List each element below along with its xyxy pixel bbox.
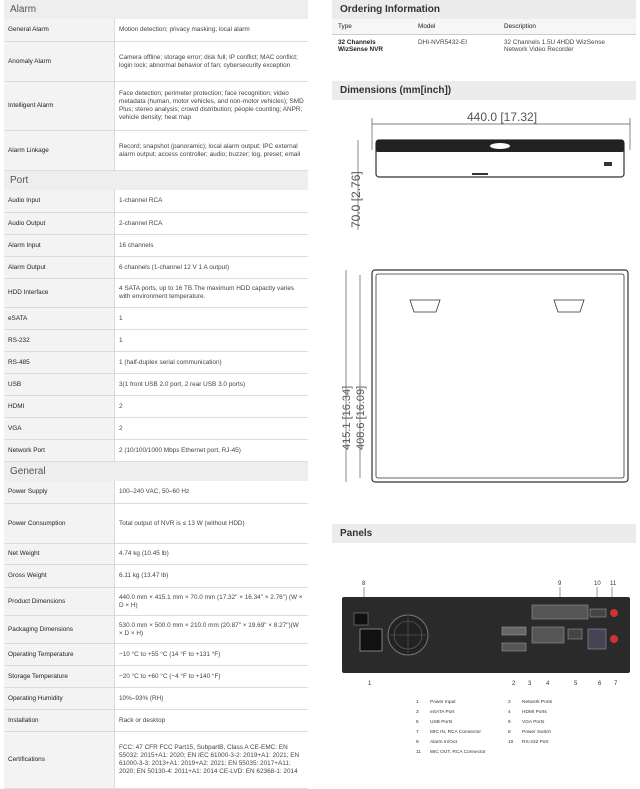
spec-key: Anomaly Alarm bbox=[4, 42, 114, 81]
spec-row bbox=[4, 330, 308, 352]
panels-title: Panels bbox=[332, 524, 636, 543]
vga-ports bbox=[588, 629, 606, 649]
spec-value: Record; snapshot (panoramic); local alarm output; IPC external alarm output; access controller; audio; buzzer; log, preset; email bbox=[114, 131, 308, 170]
spec-row bbox=[4, 352, 308, 374]
network-ports bbox=[532, 627, 564, 643]
ordering-header-type: Type bbox=[332, 19, 412, 35]
callout-1: 1 bbox=[368, 681, 372, 687]
dimensions-title: Dimensions (mm[inch]) bbox=[332, 81, 636, 100]
spec-key: Alarm Output bbox=[4, 257, 114, 278]
spec-value: 2 (10/100/1000 Mbps Ethernet port, RJ-45) bbox=[114, 440, 308, 461]
spec-value: Camera offline; storage error; disk full; IP conflict; MAC conflict; login lock; abnormal behavior of fan; cybersecurity exception bbox=[114, 42, 308, 81]
spec-key: Operating Temperature bbox=[4, 644, 114, 665]
spec-row bbox=[4, 418, 308, 440]
mic-in-rca bbox=[610, 635, 618, 643]
ordering-header-model: Model bbox=[412, 19, 498, 35]
spec-key: Product Dimensions bbox=[4, 588, 114, 615]
power-switch bbox=[354, 613, 368, 625]
spec-row bbox=[4, 396, 308, 418]
panels-legend bbox=[416, 699, 553, 755]
alarm-io-block bbox=[532, 605, 588, 619]
legend-num: 9 bbox=[416, 740, 419, 745]
dimensions-svg bbox=[332, 100, 636, 520]
spec-value: 440.0 mm × 415.1 mm × 70.0 mm (17.32" × 16.34" × 2.76") (W × D × H) bbox=[114, 588, 308, 615]
spec-key: Audio Input bbox=[4, 190, 114, 212]
ordering-row bbox=[332, 35, 636, 58]
spec-value: 1 bbox=[114, 308, 308, 329]
legend-num: 3 bbox=[416, 710, 419, 715]
legend-label: MIC OUT, RCA Connector bbox=[430, 750, 486, 755]
spec-row bbox=[4, 257, 308, 279]
spec-key: HDD Interface bbox=[4, 279, 114, 307]
spec-value: FCC: 47 CFR FCC Part15, SubpartB, Class A CE-EMC: EN 55032: 2015+A1: 2020; EN IEC 61000-3-2: 2019+A1: 2021; EN 61000-3-3: 2013+A1: 2019+A2: 2021; EN 55035: 2017+A11: 2020; EN 50130-4: 2011+A1: 2014 CE-LVD: EN 62368-1: 2014 bbox=[114, 732, 308, 788]
dim-height-label: 70.0 [2.76] bbox=[349, 171, 363, 228]
legend-num: 7 bbox=[416, 730, 419, 735]
callout-10: 10 bbox=[594, 581, 601, 587]
spec-value: 2-channel RCA bbox=[114, 213, 308, 234]
spec-value: 2 bbox=[114, 396, 308, 417]
spec-value: Total output of NVR is ≤ 13 W (without HDD) bbox=[114, 504, 308, 543]
ordering-type: 32 Channels WizSense NVR bbox=[338, 39, 384, 53]
callout-8: 8 bbox=[362, 581, 366, 587]
spec-value: 3(1 front USB 2.0 port, 2 rear USB 3.0 ports) bbox=[114, 374, 308, 395]
panels-drawing bbox=[332, 543, 636, 763]
spec-key: VGA bbox=[4, 418, 114, 439]
spec-key: Alarm Input bbox=[4, 235, 114, 256]
spec-key: Certifications bbox=[4, 732, 114, 788]
legend-label: eSATA Port bbox=[430, 710, 455, 715]
usb-ports bbox=[568, 629, 582, 639]
mic-out-rca bbox=[610, 609, 618, 617]
spec-row bbox=[4, 732, 308, 789]
spec-value: −10 °C to +55 °C (14 °F to +131 °F) bbox=[114, 644, 308, 665]
legend-num: 8 bbox=[508, 730, 511, 735]
callout-7: 7 bbox=[614, 681, 618, 687]
front-usb bbox=[604, 162, 612, 166]
legend-label: Power Switch bbox=[522, 730, 552, 735]
spec-value: 6 channels (1-channel 12 V 1 A output) bbox=[114, 257, 308, 278]
spec-key: Net Weight bbox=[4, 544, 114, 564]
callout-5: 5 bbox=[574, 681, 578, 687]
spec-row bbox=[4, 544, 308, 565]
ordering-model: DHI-NVR5432-EI bbox=[418, 39, 468, 46]
spec-row bbox=[4, 213, 308, 235]
spec-value: 2 bbox=[114, 418, 308, 439]
spec-value: −20 °C to +60 °C (−4 °F to +140 °F) bbox=[114, 666, 308, 687]
spec-key: Alarm Linkage bbox=[4, 131, 114, 170]
section-title-port: Port bbox=[4, 171, 308, 190]
front-logo bbox=[490, 143, 510, 149]
legend-num: 2 bbox=[508, 700, 511, 705]
spec-row bbox=[4, 235, 308, 257]
rs232-port bbox=[590, 609, 606, 617]
spec-value: 16 channels bbox=[114, 235, 308, 256]
dim-width-label: 440.0 [17.32] bbox=[466, 110, 538, 124]
spec-key: Intelligent Alarm bbox=[4, 82, 114, 130]
esata-port bbox=[502, 627, 526, 635]
section-title-alarm: Alarm bbox=[4, 0, 308, 19]
spec-value: Rack or desktop bbox=[114, 710, 308, 731]
dimensions-drawing bbox=[332, 100, 636, 520]
spec-row bbox=[4, 279, 308, 308]
spec-key: General Alarm bbox=[4, 19, 114, 41]
spec-value: 100–240 VAC, 50–60 Hz bbox=[114, 481, 308, 503]
legend-num: 1 bbox=[416, 700, 419, 705]
legend-label: HDMI Ports bbox=[522, 710, 547, 715]
dim-depth-label-2: 408.6 [16.09] bbox=[355, 385, 367, 450]
spec-row bbox=[4, 481, 308, 504]
spec-row bbox=[4, 42, 308, 82]
legend-label: Power Input bbox=[430, 700, 456, 705]
spec-value: 1-channel RCA bbox=[114, 190, 308, 212]
ordering-description: 32 Channels 1.5U 4HDD WizSense Network Video Recorder bbox=[504, 39, 605, 53]
spec-key: eSATA bbox=[4, 308, 114, 329]
ordering-header-row bbox=[332, 19, 636, 35]
spec-value: 1 (half-duplex serial communication) bbox=[114, 352, 308, 373]
spec-key: Power Consumption bbox=[4, 504, 114, 543]
ordering-header-description: Description bbox=[498, 19, 636, 35]
spec-value: Motion detection; privacy masking; local alarm bbox=[114, 19, 308, 41]
legend-label: USB Ports bbox=[430, 720, 453, 725]
spec-key: Power Supply bbox=[4, 481, 114, 503]
legend-num: 11 bbox=[416, 750, 421, 755]
spec-row bbox=[4, 565, 308, 588]
callout-6: 6 bbox=[598, 681, 602, 687]
spec-row bbox=[4, 710, 308, 732]
spec-value: Face detection; perimeter protection; face recognition; video metadata (human, motor vehicles, and non-motor vehicles); SMD Plus; stereo analysis; crowd distribution; people counting; ANPR; vehicle density; heat map bbox=[114, 82, 308, 130]
legend-label: MIC IN, RCA Connector bbox=[430, 730, 481, 735]
spec-value: 6.11 kg (13.47 lb) bbox=[114, 565, 308, 587]
panels-svg bbox=[332, 543, 636, 763]
dim-depth-label-1: 415.1 [16.34] bbox=[341, 385, 353, 450]
legend-label: Alarm In/Out bbox=[430, 740, 457, 745]
spec-value: 10%–93% (RH) bbox=[114, 688, 308, 709]
legend-label: RS-232 Port bbox=[522, 740, 549, 745]
legend-label: Network Ports bbox=[522, 700, 553, 705]
legend-num: 6 bbox=[508, 720, 511, 725]
spec-value: 4 SATA ports, up to 16 TB.The maximum HDD capacity varies with environment temperature. bbox=[114, 279, 308, 307]
legend-num: 4 bbox=[508, 710, 511, 715]
spec-key: Audio Output bbox=[4, 213, 114, 234]
ordering-table bbox=[332, 19, 636, 57]
spec-row bbox=[4, 190, 308, 213]
spec-row bbox=[4, 588, 308, 616]
right-column bbox=[332, 0, 636, 763]
section-title-general: General bbox=[4, 462, 308, 481]
callout-11: 11 bbox=[610, 581, 617, 587]
spec-row bbox=[4, 374, 308, 396]
ordering-title: Ordering Information bbox=[332, 0, 636, 19]
callout-9: 9 bbox=[558, 581, 562, 587]
spec-row bbox=[4, 616, 308, 644]
spec-row bbox=[4, 504, 308, 544]
callout-4: 4 bbox=[546, 681, 550, 687]
spec-key: RS-232 bbox=[4, 330, 114, 351]
spec-row bbox=[4, 131, 308, 171]
callout-2: 2 bbox=[512, 681, 516, 687]
spec-key: Installation bbox=[4, 710, 114, 731]
front-slot bbox=[472, 173, 488, 175]
spec-row bbox=[4, 308, 308, 330]
spec-value: 4.74 kg (10.45 lb) bbox=[114, 544, 308, 564]
callout-3: 3 bbox=[528, 681, 532, 687]
spec-key: Packaging Dimensions bbox=[4, 616, 114, 643]
spec-key: USB bbox=[4, 374, 114, 395]
spec-row bbox=[4, 666, 308, 688]
spec-row bbox=[4, 644, 308, 666]
spec-key: Network Port bbox=[4, 440, 114, 461]
hdmi-ports bbox=[502, 643, 526, 651]
spec-key: Operating Humidity bbox=[4, 688, 114, 709]
spec-key: HDMI bbox=[4, 396, 114, 417]
power-input bbox=[360, 629, 382, 651]
legend-label: VGA Ports bbox=[522, 720, 545, 725]
spec-row bbox=[4, 19, 308, 42]
legend-num: 5 bbox=[416, 720, 419, 725]
spec-column bbox=[4, 0, 308, 789]
spec-value: 530.0 mm × 500.0 mm × 210.0 mm (20.87" × 19.69" × 8.27")(W × D × H) bbox=[114, 616, 308, 643]
legend-num: 10 bbox=[508, 740, 514, 745]
spec-key: Gross Weight bbox=[4, 565, 114, 587]
spec-key: Storage Temperature bbox=[4, 666, 114, 687]
spec-key: RS-485 bbox=[4, 352, 114, 373]
spec-row bbox=[4, 440, 308, 462]
spec-value: 1 bbox=[114, 330, 308, 351]
spec-row bbox=[4, 688, 308, 710]
spec-row bbox=[4, 82, 308, 131]
